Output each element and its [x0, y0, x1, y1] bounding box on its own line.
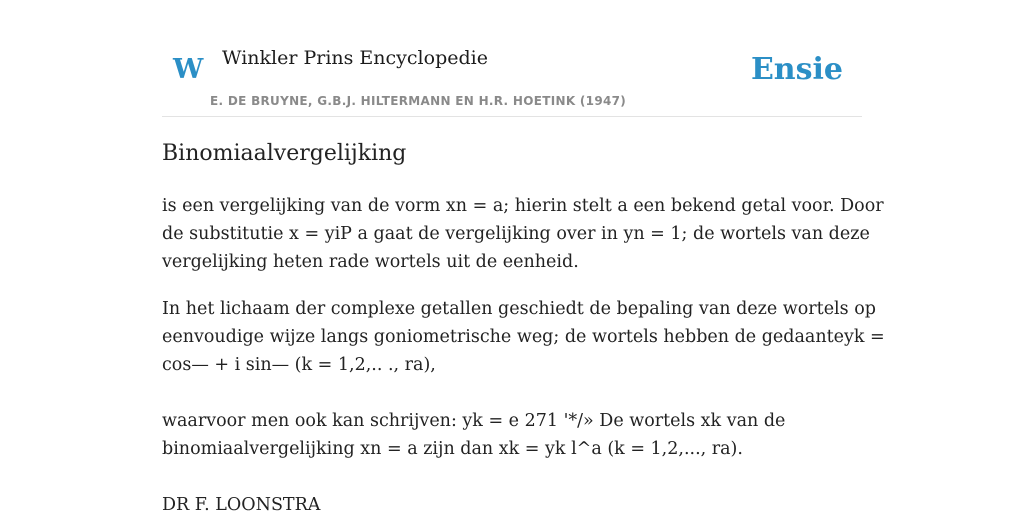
brand-logo[interactable]: Ensie	[750, 52, 843, 87]
paragraph-line: In het lichaam der complexe getallen geschiedt de bepaling van deze wortels op	[162, 299, 876, 319]
site-logo[interactable]: W	[173, 54, 204, 85]
site-header	[162, 0, 862, 117]
paragraph-line: eenvoudige wijze langs goniometrische weg; de wortels hebben de gedaanteyk =	[162, 327, 885, 347]
paragraph-line: cos— + i sin— (k = 1,2,.. ., ra),	[162, 355, 436, 375]
article-author: DR F. LOONSTRA	[162, 495, 321, 512]
article-title: Binomiaalvergelijking	[162, 141, 407, 166]
site-subtitle: E. DE BRUYNE, G.B.J. HILTERMANN EN H.R. HOETINK (1947)	[210, 94, 627, 108]
paragraph-line: de substitutie x = yiP a gaat de vergelijking over in yn = 1; de wortels van deze	[162, 224, 870, 244]
paragraph-line: waarvoor men ook kan schrijven: yk = e 271 '*/» De wortels xk van de	[162, 411, 786, 431]
article-paragraph	[162, 295, 885, 379]
site-title[interactable]: Winkler Prins Encyclopedie	[222, 47, 488, 69]
paragraph-line: is een vergelijking van de vorm xn = a; hierin stelt a een bekend getal voor. Door	[162, 196, 884, 216]
article-paragraph	[162, 407, 862, 463]
paragraph-line: binomiaalvergelijking xn = a zijn dan xk = yk l^a (k = 1,2,..., ra).	[162, 439, 743, 459]
article	[162, 136, 885, 512]
paragraph-line: vergelijking heten rade wortels uit de eenheid.	[162, 252, 579, 272]
article-paragraph	[162, 192, 884, 276]
